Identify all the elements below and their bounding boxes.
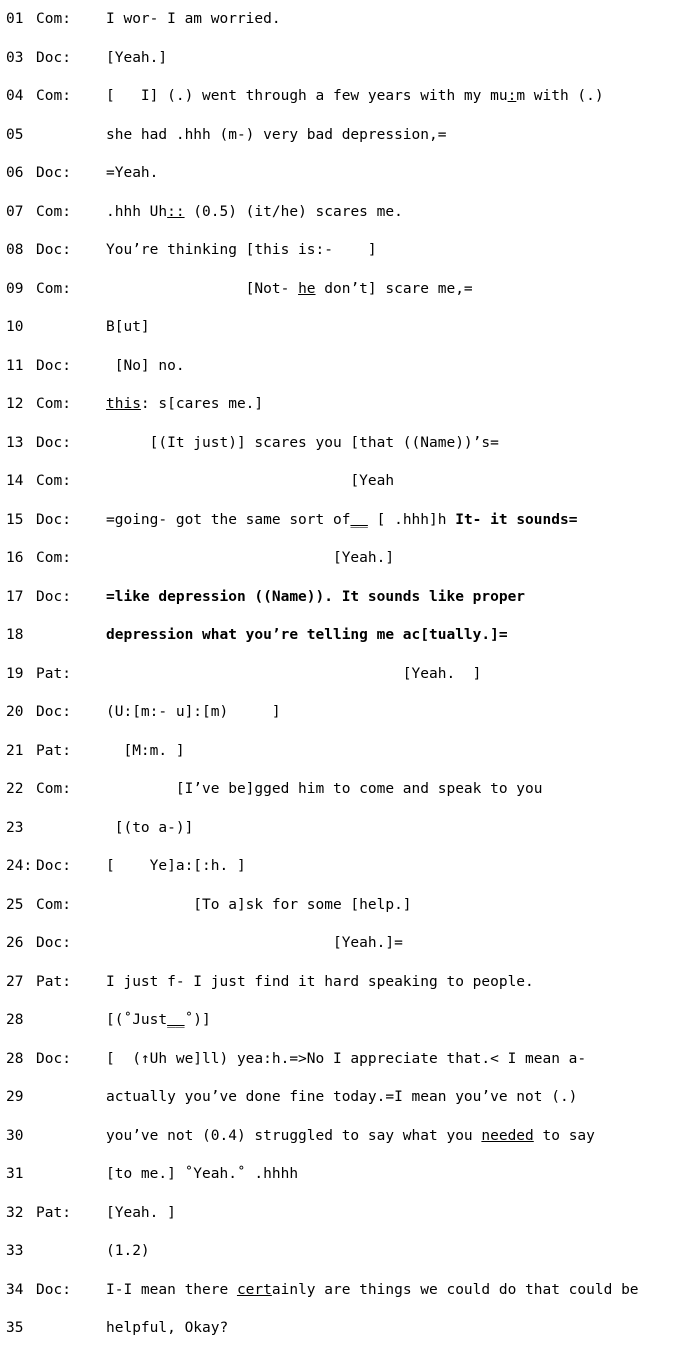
line-number: 23 — [6, 819, 24, 836]
line-number: 06 — [6, 165, 24, 181]
text-segment: to say — [533, 1127, 595, 1144]
text-segment: [Yeah. ] — [106, 1204, 176, 1221]
text-segment: this — [106, 396, 141, 412]
text-segment: [M:m. ] — [106, 742, 185, 759]
line-number: 10 — [6, 319, 24, 335]
line-text — [106, 963, 693, 1002]
line-number: 09 — [6, 280, 24, 297]
transcript-line — [0, 308, 693, 347]
text-segment: : s[cares me.] — [140, 396, 264, 412]
speaker-label: Pat: — [36, 973, 71, 990]
line-text — [106, 308, 693, 347]
text-segment: [(to a-)] — [106, 819, 194, 836]
text-segment: [(˚Just — [106, 1012, 168, 1028]
text-segment: cert — [236, 1281, 272, 1298]
text-segment: ˚)] — [184, 1012, 211, 1028]
transcript-line — [0, 693, 693, 732]
transcript-line — [0, 347, 693, 386]
speaker-label: Doc: — [36, 588, 71, 605]
text-segment: [I’ve be]gged him to come and speak to you — [106, 781, 543, 797]
transcript-line — [0, 1040, 693, 1079]
line-number: 15 — [6, 511, 24, 528]
speaker-label: Doc: — [36, 49, 71, 66]
text-segment: I wor- I am worried. — [106, 11, 281, 27]
transcript-line — [0, 154, 693, 193]
text-segment: [Not- — [106, 280, 299, 297]
line-number: 07 — [6, 203, 24, 220]
text-segment: [Yeah. ] — [106, 665, 482, 682]
line-number: 33 — [6, 1243, 24, 1259]
line-text — [106, 501, 693, 540]
text-segment: he — [298, 280, 316, 297]
line-number: 01 — [6, 11, 24, 27]
line-number: 25 — [6, 896, 24, 913]
line-number: 26 — [6, 935, 24, 951]
speaker-label: Com: — [36, 473, 71, 489]
transcript-line — [0, 39, 693, 78]
line-text — [106, 424, 693, 463]
transcript-line — [0, 1309, 693, 1348]
speaker-label: Pat: — [36, 665, 71, 682]
line-text — [106, 231, 693, 270]
line-number: 29 — [6, 1089, 24, 1105]
text-segment: (1.2) — [106, 1243, 150, 1259]
transcript-line — [0, 1194, 693, 1233]
text-segment: I-I mean there — [106, 1281, 237, 1298]
transcript-line — [0, 847, 693, 886]
transcript-line — [0, 501, 693, 540]
speaker-label: Com: — [36, 11, 71, 27]
line-text — [106, 1309, 693, 1348]
line-text — [106, 539, 693, 578]
transcript-line — [0, 385, 693, 424]
line-text — [106, 578, 693, 617]
text-segment: [Yeah.]= — [106, 935, 403, 951]
text-segment: [To a]sk for some [help.] — [106, 896, 412, 913]
transcript-line — [0, 231, 693, 270]
transcript-line — [0, 1078, 693, 1117]
text-segment: :: — [167, 203, 185, 220]
text-segment: don’t] scare me,= — [315, 280, 473, 297]
line-text — [106, 1232, 693, 1271]
transcript-line — [0, 270, 693, 309]
line-text — [106, 1001, 693, 1040]
speaker-label: Doc: — [36, 1050, 71, 1067]
transcript-line — [0, 1232, 693, 1271]
line-number: 34 — [6, 1281, 24, 1298]
transcript-line — [0, 886, 693, 925]
line-text — [106, 809, 693, 848]
text-segment: [Yeah.] — [106, 550, 395, 566]
line-number: 14 — [6, 473, 24, 489]
speaker-label: Doc: — [36, 1281, 71, 1298]
line-text — [106, 1117, 693, 1156]
transcript-line — [0, 655, 693, 694]
line-text — [106, 693, 693, 732]
line-number: 32 — [6, 1204, 24, 1221]
transcript-line — [0, 1001, 693, 1040]
transcript-line — [0, 578, 693, 617]
line-text — [106, 462, 693, 501]
speaker-label: Doc: — [36, 357, 71, 374]
text-segment: [ I] (.) went through a few years with my mu — [106, 88, 508, 104]
speaker-label: Doc: — [36, 242, 71, 258]
speaker-label: Com: — [36, 280, 71, 297]
text-segment: B[ut] — [106, 319, 150, 335]
line-number: 04 — [6, 88, 24, 104]
transcript-line — [0, 1271, 693, 1310]
text-segment: [ .hhh]h — [367, 511, 456, 528]
text-segment: =like depression ((Name)). It sounds like proper — [106, 588, 526, 605]
line-number: 08 — [6, 242, 24, 258]
speaker-label: Doc: — [36, 935, 71, 951]
speaker-label: Com: — [36, 781, 71, 797]
line-text — [106, 770, 693, 809]
transcript-line — [0, 809, 693, 848]
line-number: 28 — [6, 1050, 24, 1067]
transcript-line — [0, 424, 693, 463]
line-number: 20 — [6, 704, 24, 720]
line-text — [106, 886, 693, 925]
line-text — [106, 77, 693, 116]
line-number: 35 — [6, 1320, 24, 1336]
transcript-line — [0, 1155, 693, 1194]
line-text — [106, 347, 693, 386]
line-text — [106, 0, 693, 39]
transcript-line — [0, 539, 693, 578]
text-segment: [(It just)] scares you [that ((Name))’s= — [106, 434, 499, 451]
line-text — [106, 385, 693, 424]
speaker-label: Doc: — [36, 165, 71, 181]
text-segment: helpful, Okay? — [106, 1320, 229, 1336]
text-segment: : — [507, 88, 517, 104]
text-segment: .hhh Uh — [106, 203, 168, 220]
speaker-label: Doc: — [36, 434, 71, 451]
line-number: 03 — [6, 49, 24, 66]
transcript-line — [0, 1117, 693, 1156]
speaker-label: Com: — [36, 88, 71, 104]
line-text — [106, 193, 693, 232]
line-number: 28 — [6, 1012, 24, 1028]
line-text — [106, 616, 693, 655]
speaker-label: Com: — [36, 396, 71, 412]
text-segment: [Yeah — [106, 473, 395, 489]
line-number: 12 — [6, 396, 24, 412]
line-number: 19 — [6, 665, 24, 682]
line-text — [106, 116, 693, 155]
line-number: 05 — [6, 126, 24, 143]
line-number: 11 — [6, 357, 24, 374]
line-text — [106, 270, 693, 309]
line-text — [106, 655, 693, 694]
transcript-line — [0, 963, 693, 1002]
text-segment: (0.5) (it/he) scares me. — [184, 203, 403, 220]
transcript-line — [0, 193, 693, 232]
speaker-label: Doc: — [36, 858, 71, 874]
text-segment: [to me.] ˚Yeah.˚ .hhhh — [106, 1166, 299, 1182]
text-segment: =going- got the same sort of — [106, 511, 351, 528]
text-segment: __ — [167, 1012, 185, 1028]
line-text — [106, 1078, 693, 1117]
text-segment: she had .hhh (m-) very bad depression,= — [106, 126, 447, 143]
line-number: 21 — [6, 742, 24, 759]
text-segment: depression what you’re telling me ac[tually.]= — [106, 627, 508, 643]
transcript-line — [0, 732, 693, 771]
speaker-label: Doc: — [36, 511, 71, 528]
line-text — [106, 154, 693, 193]
text-segment: [Yeah.] — [106, 49, 168, 66]
speaker-label: Doc: — [36, 704, 71, 720]
line-text — [106, 732, 693, 771]
line-number: 18 — [6, 627, 24, 643]
line-number: 13 — [6, 434, 24, 451]
transcript-line — [0, 77, 693, 116]
line-number: 30 — [6, 1127, 24, 1144]
line-number: 16 — [6, 550, 24, 566]
line-text — [106, 924, 693, 963]
line-text — [106, 1155, 693, 1194]
speaker-label: Com: — [36, 550, 71, 566]
transcript-line — [0, 770, 693, 809]
line-text — [106, 1040, 693, 1079]
line-text — [106, 1194, 693, 1233]
transcript-line — [0, 462, 693, 501]
line-number: 17 — [6, 588, 24, 605]
transcript-line — [0, 116, 693, 155]
text-segment: It- it sounds= — [455, 511, 578, 528]
text-segment: ainly are things we could do that could be — [271, 1281, 639, 1298]
text-segment: [No] no. — [106, 357, 185, 374]
text-segment: needed — [481, 1127, 534, 1144]
text-segment: You’re thinking [this is:- ] — [106, 242, 377, 258]
text-segment: __ — [350, 511, 368, 528]
text-segment: [ (↑Uh we]ll) yea:h.=>No I appreciate that.< I mean a- — [106, 1050, 587, 1067]
line-number: 27 — [6, 973, 24, 990]
transcript-line — [0, 0, 693, 39]
transcript-line — [0, 924, 693, 963]
speaker-label: Com: — [36, 896, 71, 913]
text-segment: =Yeah. — [106, 165, 159, 181]
speaker-label: Pat: — [36, 742, 71, 759]
line-number: 22 — [6, 781, 24, 797]
text-segment: [ Ye]a:[:h. ] — [106, 858, 246, 874]
text-segment: you’ve not (0.4) struggled to say what you — [106, 1127, 482, 1144]
speaker-label: Pat: — [36, 1204, 71, 1221]
text-segment: actually you’ve done fine today.=I mean you’ve not (.) — [106, 1089, 578, 1105]
text-segment: (U:[m:- u]:[m) ] — [106, 704, 281, 720]
text-segment: m with (.) — [516, 88, 604, 104]
line-text — [106, 1271, 693, 1310]
text-segment: I just f- I just find it hard speaking to people. — [106, 973, 534, 990]
line-number: 24: — [6, 858, 33, 874]
line-text — [106, 847, 693, 886]
transcript-line — [0, 616, 693, 655]
speaker-label: Com: — [36, 203, 71, 220]
line-text — [106, 39, 693, 78]
line-number: 31 — [6, 1166, 24, 1182]
